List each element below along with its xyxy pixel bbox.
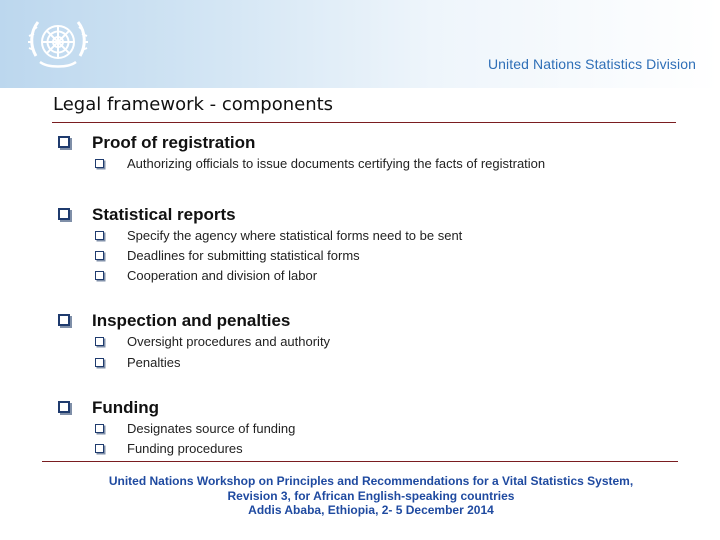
- checkbox-bullet-icon: [95, 358, 104, 367]
- un-emblem-icon: [22, 8, 94, 80]
- header-band: [0, 0, 720, 88]
- list-item-label: Specify the agency where statistical forms need to be sent: [127, 228, 463, 243]
- checkbox-bullet-icon: [58, 401, 70, 413]
- checkbox-bullet-icon: [95, 231, 104, 240]
- checkbox-bullet-icon: [95, 271, 104, 280]
- footer-line-1: United Nations Workshop on Principles and Recommendations for a Vital Statistics System,: [108, 474, 634, 488]
- checkbox-bullet-icon: [58, 208, 70, 220]
- list-item-label: Oversight procedures and authority: [127, 334, 331, 349]
- list-item-label: Cooperation and division of labor: [127, 268, 318, 283]
- list-item-label: Penalties: [127, 355, 181, 370]
- list-item-label: Funding procedures: [127, 441, 243, 456]
- section-label: Statistical reports: [92, 205, 236, 224]
- checkbox-bullet-icon: [95, 337, 104, 346]
- footer-line-3: Addis Ababa, Ethiopia, 2- 5 December 2014: [248, 503, 494, 517]
- section-label: Proof of registration: [92, 133, 256, 152]
- checkbox-bullet-icon: [95, 424, 104, 433]
- list-item-label: Authorizing officials to issue documents certifying the facts of registration: [127, 156, 546, 171]
- checkbox-bullet-icon: [95, 159, 104, 168]
- checkbox-bullet-icon: [95, 444, 104, 453]
- checkbox-bullet-icon: [58, 136, 70, 148]
- footer-line-2: Revision 3, for African English-speaking countries: [227, 488, 515, 503]
- list-item-label: Designates source of funding: [127, 421, 296, 436]
- division-name: United Nations Statistics Division: [487, 56, 696, 72]
- checkbox-bullet-icon: [58, 314, 70, 326]
- slide-title: Legal framework - components: [53, 94, 334, 115]
- footer: [0, 474, 720, 518]
- list-item-label: Deadlines for submitting statistical forms: [127, 248, 360, 263]
- checkbox-bullet-icon: [95, 251, 104, 260]
- section-label: Inspection and penalties: [92, 311, 291, 330]
- footer-divider: [42, 461, 678, 462]
- section-label: Funding: [92, 398, 160, 417]
- title-bar: [52, 92, 676, 123]
